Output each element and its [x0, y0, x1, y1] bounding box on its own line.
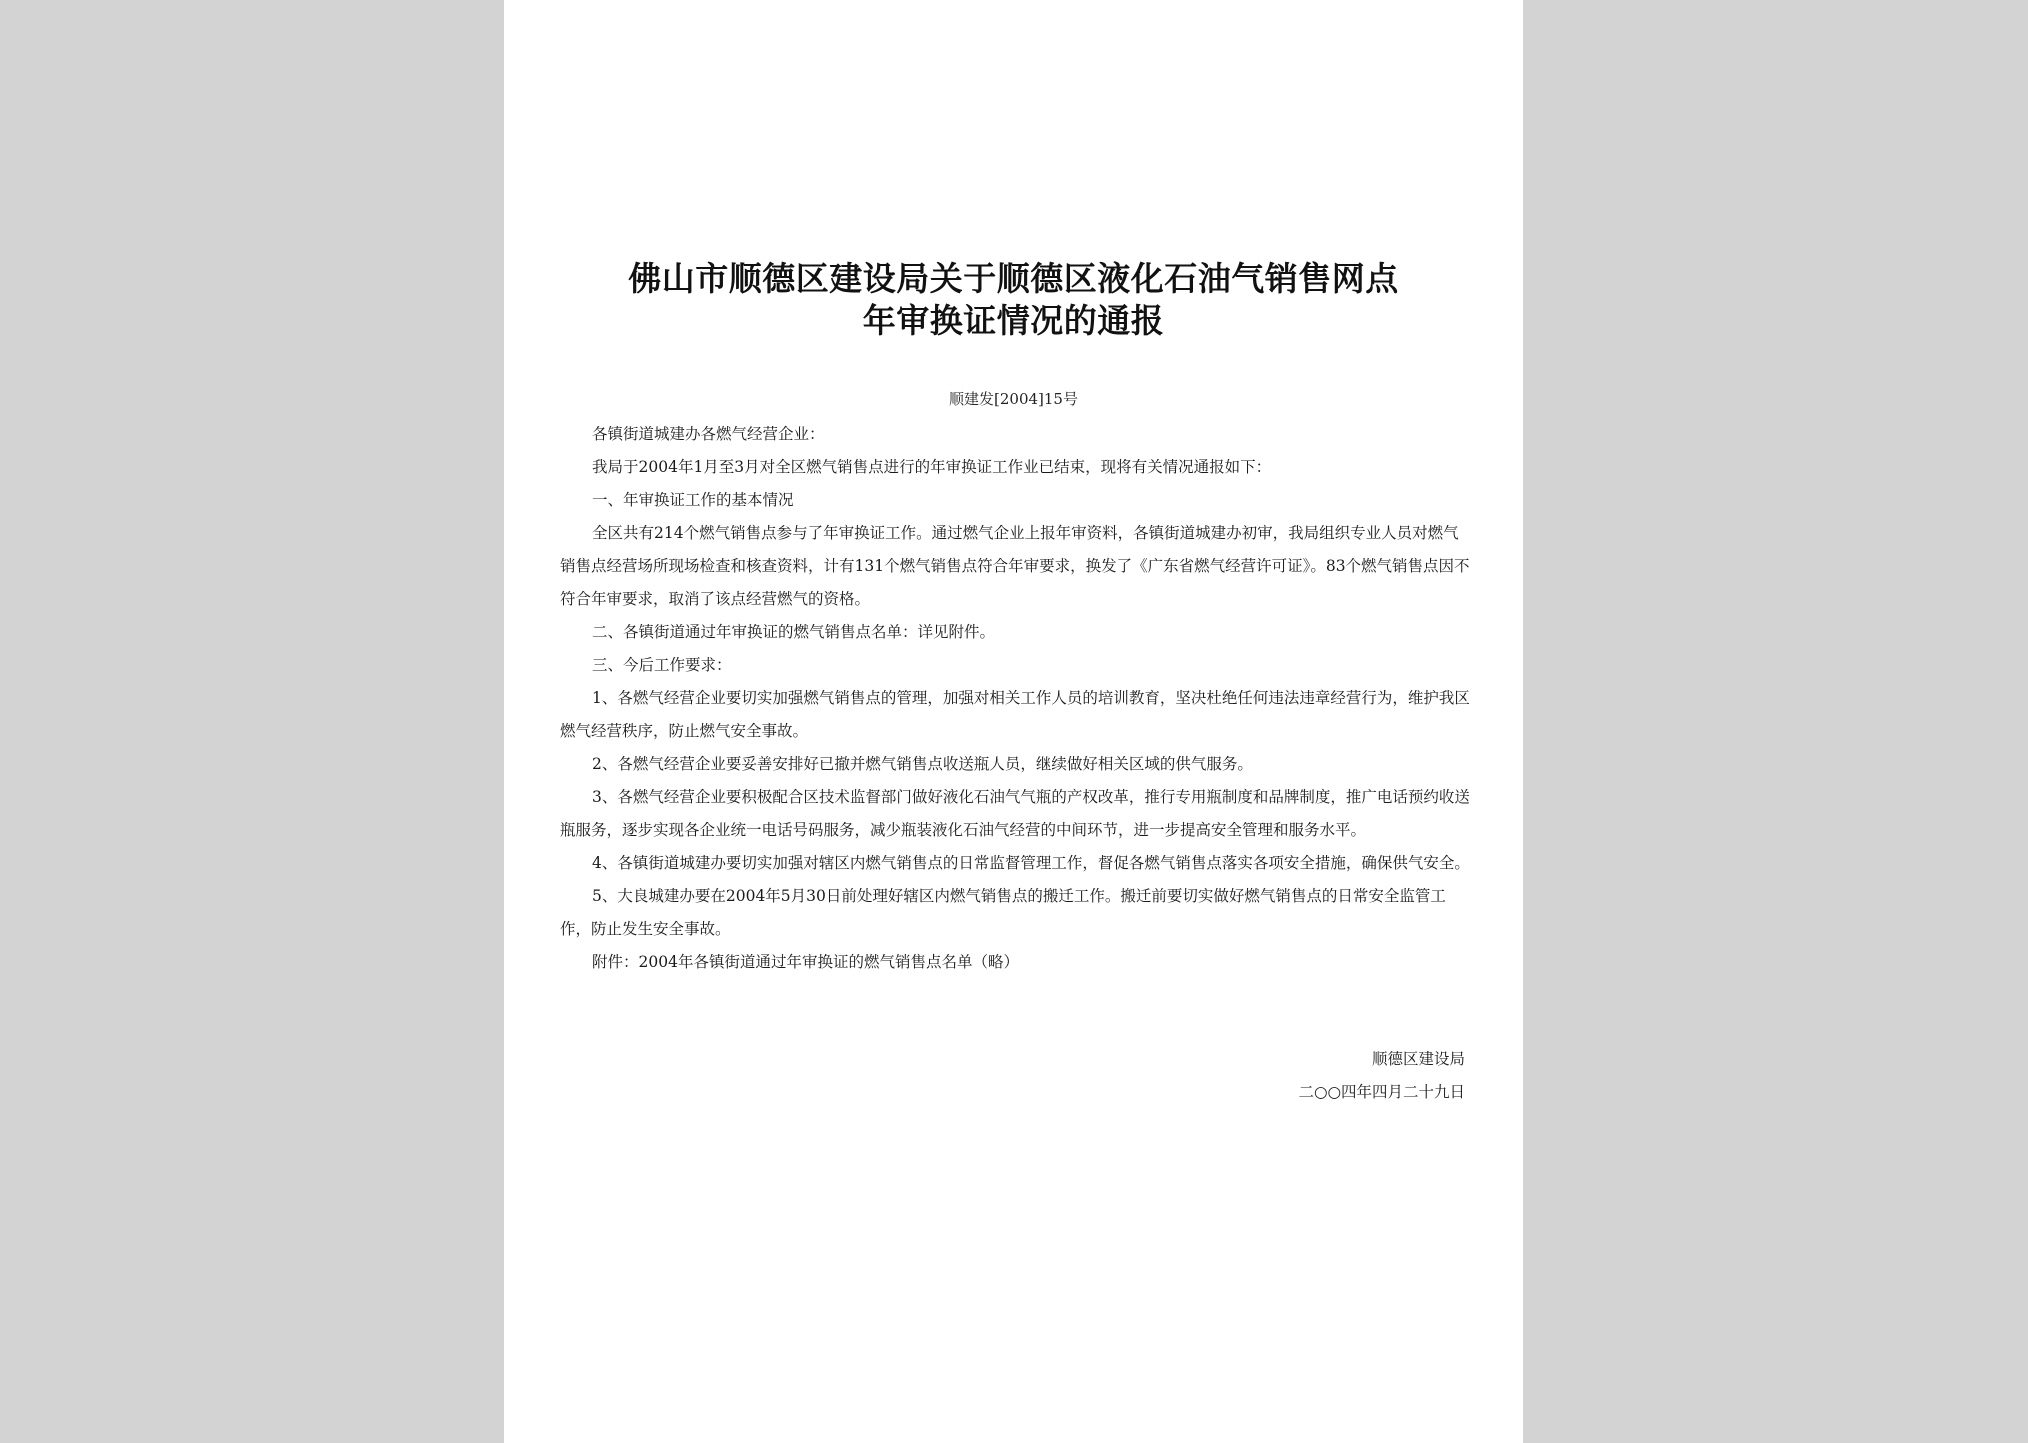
signature-date: 二○○四年四月二十九日	[1298, 1083, 1465, 1101]
section-heading-3: 三、今后工作要求：	[592, 656, 732, 674]
title-line-1: 佛山市顺德区建设局关于顺德区液化石油气销售网点	[628, 259, 1399, 298]
document-title	[504, 258, 1523, 342]
requirement-1: 1、各燃气经营企业要切实加强燃气销售点的管理，加强对相关工作人员的培训教育，坚决杜绝任何违法违章经营行为，维护我区燃气经营秩序，防止燃气安全事故。	[560, 689, 1470, 740]
document-number: 顺建发[2004]15号	[949, 390, 1078, 408]
attachment-note: 附件：2004年各镇街道通过年审换证的燃气销售点名单（略）	[592, 953, 1019, 971]
document-body	[560, 418, 1470, 979]
title-line-2: 年审换证情况的通报	[862, 301, 1165, 340]
requirement-5: 5、大良城建办要在2004年5月30日前处理好辖区内燃气销售点的搬迁工作。搬迁前要切实做好燃气销售点的日常安全监管工作，防止发生安全事故。	[560, 887, 1446, 938]
section-heading-2: 二、各镇街道通过年审换证的燃气销售点名单：详见附件。	[592, 623, 996, 641]
section-heading-1: 一、年审换证工作的基本情况	[592, 491, 794, 509]
paragraph-basic-situation: 全区共有214个燃气销售点参与了年审换证工作。通过燃气企业上报年审资料，各镇街道城建办初审，我局组织专业人员对燃气销售点经营场所现场检查和核查资料，计有131个燃气销售点符合年审要求，换发了《广东省燃气经营许可证》。83个燃气销售点因不符合年审要求，取消了该点经营燃气的资格。	[560, 524, 1470, 608]
signature-organization: 顺德区建设局	[1371, 1050, 1465, 1068]
requirement-2: 2、各燃气经营企业要妥善安排好已撤并燃气销售点收送瓶人员，继续做好相关区域的供气服务。	[592, 755, 1253, 773]
requirement-3: 3、各燃气经营企业要积极配合区技术监督部门做好液化石油气气瓶的产权改革，推行专用瓶制度和品牌制度，推广电话预约收送瓶服务，逐步实现各企业统一电话号码服务，减少瓶装液化石油气经营的中间环节，进一步提高安全管理和服务水平。	[560, 788, 1470, 839]
salutation: 各镇街道城建办各燃气经营企业：	[592, 425, 825, 443]
document-page	[504, 0, 1523, 1443]
requirement-4: 4、各镇街道城建办要切实加强对辖区内燃气销售点的日常监督管理工作，督促各燃气销售点落实各项安全措施，确保供气安全。	[592, 854, 1470, 872]
intro-paragraph: 我局于2004年1月至3月对全区燃气销售点进行的年审换证工作业已结束，现将有关情况通报如下：	[592, 458, 1272, 476]
